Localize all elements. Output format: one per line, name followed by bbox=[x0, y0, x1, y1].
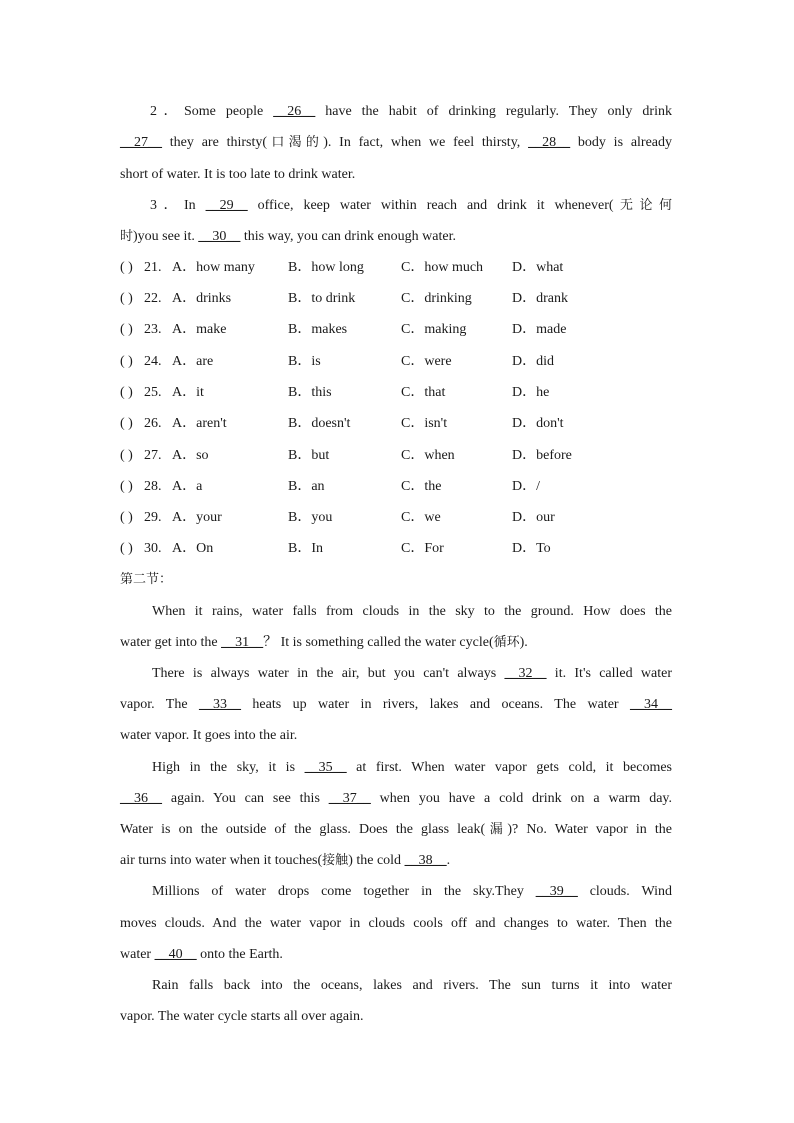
option-d[interactable]: D．don't bbox=[512, 416, 564, 431]
text-line bbox=[152, 882, 672, 902]
text-span: ). bbox=[519, 635, 528, 650]
option-d[interactable]: D．what bbox=[512, 260, 564, 275]
option-d[interactable]: D．before bbox=[512, 448, 572, 463]
text-span: at first. When water vapor gets cold, it becomes bbox=[346, 760, 672, 775]
option-b[interactable]: B．this bbox=[288, 385, 332, 400]
question-row bbox=[120, 477, 680, 497]
text-line: Rain falls back into the oceans, lakes and rivers. The sun turns it into water bbox=[152, 978, 672, 993]
text-line bbox=[120, 633, 672, 653]
option-b[interactable]: B．an bbox=[288, 479, 325, 494]
option-a[interactable]: A．how many bbox=[172, 260, 255, 275]
question-row bbox=[120, 446, 680, 466]
text-span: onto the Earth. bbox=[196, 947, 283, 962]
text-span: this way, you can drink enough water. bbox=[240, 229, 456, 244]
question-number: 24. bbox=[144, 354, 162, 369]
text-line bbox=[120, 851, 672, 871]
answer-paren[interactable]: ( ) bbox=[120, 541, 133, 556]
text-line bbox=[120, 945, 672, 965]
option-a[interactable]: A．drinks bbox=[172, 291, 232, 306]
text-span: High in the sky, it is bbox=[152, 760, 305, 775]
text-line: moves clouds. And the water vapor in clouds cools off and changes to water. Then the bbox=[120, 916, 672, 931]
blank-33: __33__ bbox=[198, 697, 241, 712]
text-line bbox=[120, 820, 672, 840]
question-row bbox=[120, 508, 680, 528]
option-a[interactable]: A．so bbox=[172, 448, 209, 463]
section-heading: 第二节： bbox=[120, 572, 173, 587]
option-b[interactable]: B．In bbox=[288, 541, 323, 556]
option-a[interactable]: A．it bbox=[172, 385, 204, 400]
answer-paren[interactable]: ( ) bbox=[120, 448, 133, 463]
chinese-gloss: 漏 bbox=[485, 822, 508, 837]
option-a[interactable]: A．On bbox=[172, 541, 214, 556]
option-a[interactable]: A．make bbox=[172, 322, 227, 337]
answer-paren[interactable]: ( ) bbox=[120, 479, 133, 494]
option-d[interactable]: D．drank bbox=[512, 291, 568, 306]
text-span: 2．Some people bbox=[150, 104, 274, 119]
blank-36: __36__ bbox=[120, 791, 162, 806]
option-c[interactable]: C．when bbox=[401, 448, 455, 463]
text-line: water vapor. It goes into the air. bbox=[120, 728, 298, 743]
question-row bbox=[120, 352, 680, 372]
question-row bbox=[120, 414, 680, 434]
text-span: heats up water in rivers, lakes and oceans. The water bbox=[240, 697, 630, 712]
text-line bbox=[120, 789, 672, 809]
option-c[interactable]: C．For bbox=[401, 541, 444, 556]
option-d[interactable]: D．our bbox=[512, 510, 555, 525]
text-span: There is always water in the air, but you can't always bbox=[152, 666, 505, 681]
text-line: vapor. The water cycle starts all over again. bbox=[120, 1009, 364, 1024]
blank-29: __29__ bbox=[205, 198, 248, 213]
question-number: 27. bbox=[144, 448, 162, 463]
text-span: clouds. Wind bbox=[577, 884, 672, 899]
option-c[interactable]: C．how much bbox=[401, 260, 484, 275]
text-span: )you see it. bbox=[133, 229, 199, 244]
blank-35: __35__ bbox=[304, 760, 347, 775]
blank-30: __30__ bbox=[198, 229, 241, 244]
question-number: 29. bbox=[144, 510, 162, 525]
question-number: 22. bbox=[144, 291, 162, 306]
option-b[interactable]: B．makes bbox=[288, 322, 348, 337]
chinese-gloss: 口渴的 bbox=[267, 135, 324, 150]
option-d[interactable]: D．he bbox=[512, 385, 550, 400]
text-line bbox=[150, 102, 672, 122]
answer-paren[interactable]: ( ) bbox=[120, 291, 133, 306]
option-c[interactable]: C．we bbox=[401, 510, 441, 525]
text-span: it. It's called water bbox=[546, 666, 673, 681]
option-b[interactable]: B．is bbox=[288, 354, 321, 369]
option-c[interactable]: C．isn't bbox=[401, 416, 448, 431]
option-c[interactable]: C．the bbox=[401, 479, 442, 494]
text-span: )? No. Water vapor in the bbox=[507, 822, 672, 837]
answer-paren[interactable]: ( ) bbox=[120, 416, 133, 431]
blank-32: __32__ bbox=[504, 666, 547, 681]
blank-26: __26__ bbox=[273, 104, 316, 119]
question-number: 30. bbox=[144, 541, 162, 556]
option-a[interactable]: A．aren't bbox=[172, 416, 227, 431]
question-row bbox=[120, 320, 680, 340]
text-span: ) the cold bbox=[348, 853, 405, 868]
question-row bbox=[120, 258, 680, 278]
text-line bbox=[120, 133, 672, 153]
question-row bbox=[120, 289, 680, 309]
text-line bbox=[120, 227, 672, 247]
chinese-gloss: 循环 bbox=[493, 635, 520, 650]
text-span: water bbox=[120, 947, 155, 962]
option-b[interactable]: B．but bbox=[288, 448, 330, 463]
question-number: 21. bbox=[144, 260, 162, 275]
blank-34: __34__ bbox=[630, 697, 672, 712]
option-b[interactable]: B．you bbox=[288, 510, 333, 525]
text-span: water get into the bbox=[120, 635, 222, 650]
text-span: 3．In bbox=[150, 198, 206, 213]
option-d[interactable]: D．/ bbox=[512, 479, 540, 494]
text-span: when you have a cold drink on a warm day. bbox=[370, 791, 672, 806]
blank-37: __37__ bbox=[328, 791, 371, 806]
text-span: again. You can see this bbox=[162, 791, 329, 806]
answer-paren[interactable]: ( ) bbox=[120, 385, 133, 400]
answer-paren[interactable]: ( ) bbox=[120, 354, 133, 369]
option-c[interactable]: C．making bbox=[401, 322, 467, 337]
text-span: they are thirsty( bbox=[162, 135, 268, 150]
chinese-gloss: 时 bbox=[120, 229, 134, 244]
blank-38: __38__ bbox=[404, 853, 447, 868]
question-number: 28. bbox=[144, 479, 162, 494]
option-c[interactable]: C．that bbox=[401, 385, 446, 400]
text-span: office, keep water within reach and drink it whenever( bbox=[247, 198, 614, 213]
blank-39: __39__ bbox=[535, 884, 578, 899]
text-span: Water is on the outside of the glass. Does the glass leak( bbox=[120, 822, 486, 837]
option-b[interactable]: B．how long bbox=[288, 260, 364, 275]
option-b[interactable]: B．to drink bbox=[288, 291, 356, 306]
answer-paren[interactable]: ( ) bbox=[120, 260, 133, 275]
option-d[interactable]: D．made bbox=[512, 322, 567, 337]
option-d[interactable]: D．To bbox=[512, 541, 551, 556]
option-a[interactable]: A．are bbox=[172, 354, 214, 369]
text-span: Millions of water drops come together in the sky.They bbox=[152, 884, 536, 899]
blank-40: __40__ bbox=[154, 947, 197, 962]
question-row bbox=[120, 383, 680, 403]
text-span: have the habit of drinking regularly. They only drink bbox=[315, 104, 672, 119]
option-b[interactable]: B．doesn't bbox=[288, 416, 351, 431]
text-line bbox=[120, 695, 672, 715]
text-line bbox=[152, 664, 672, 684]
text-line bbox=[152, 758, 672, 778]
question-number: 25. bbox=[144, 385, 162, 400]
blank-31: __31__ bbox=[221, 635, 264, 650]
chinese-gloss: 接触 bbox=[322, 853, 349, 868]
question-number: 23. bbox=[144, 322, 162, 337]
option-a[interactable]: A．a bbox=[172, 479, 203, 494]
option-c[interactable]: C．were bbox=[401, 354, 452, 369]
blank-27: __27__ bbox=[120, 135, 162, 150]
text-span: ). In fact, when we feel thirsty, bbox=[323, 135, 529, 150]
text-span: air turns into water when it touches( bbox=[120, 853, 323, 868]
text-line: short of water. It is too late to drink water. bbox=[120, 167, 356, 182]
answer-paren[interactable]: ( ) bbox=[120, 322, 133, 337]
text-span: vapor. The bbox=[120, 697, 199, 712]
text-line bbox=[150, 196, 672, 216]
question-number: 26. bbox=[144, 416, 162, 431]
option-d[interactable]: D．did bbox=[512, 354, 554, 369]
answer-paren[interactable]: ( ) bbox=[120, 510, 133, 525]
text-span: . bbox=[446, 853, 451, 868]
text-span: ？ It is something called the water cycle( bbox=[263, 635, 494, 650]
text-span: body is already bbox=[570, 135, 673, 150]
chinese-gloss: 无论何 bbox=[613, 198, 672, 213]
option-a[interactable]: A．your bbox=[172, 510, 222, 525]
blank-28: __28__ bbox=[528, 135, 571, 150]
text-line: When it rains, water falls from clouds in the sky to the ground. How does the bbox=[152, 604, 672, 619]
question-row bbox=[120, 539, 680, 559]
option-c[interactable]: C．drinking bbox=[401, 291, 472, 306]
